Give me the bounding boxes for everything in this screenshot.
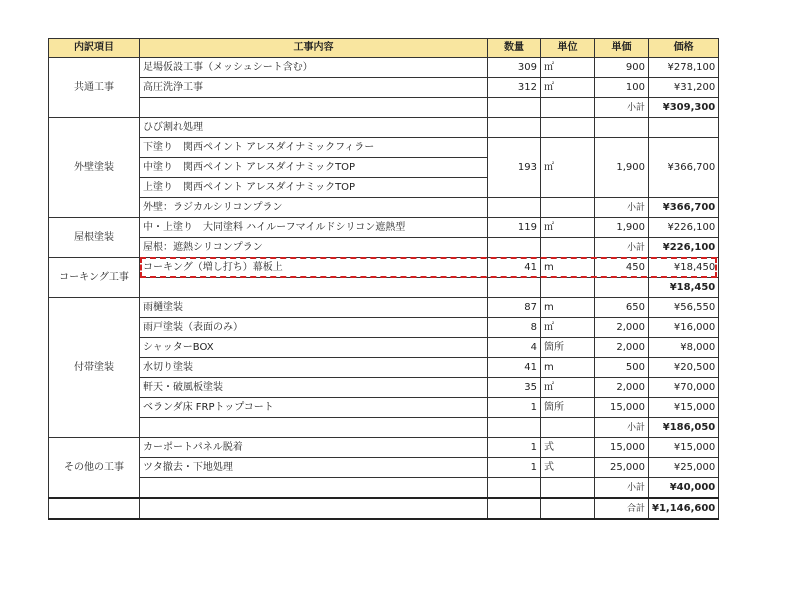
subtotal-label: 小計 xyxy=(595,98,649,118)
price-cell: 500 xyxy=(595,358,649,378)
work-cell: ひび割れ処理 xyxy=(140,118,488,138)
unit-cell: ㎡ xyxy=(541,318,595,338)
price-cell: 900 xyxy=(595,58,649,78)
work-cell: カーポートパネル脱着 xyxy=(140,438,488,458)
work-cell: 足場仮設工事（メッシュシート含む） xyxy=(140,58,488,78)
category-accessory: 付帯塗装 xyxy=(49,298,140,438)
unit-cell: m xyxy=(541,298,595,318)
amount-cell: ¥226,100 xyxy=(649,218,719,238)
work-cell: 下塗り 関西ペイント アレスダイナミックフィラー xyxy=(140,138,488,158)
table-row xyxy=(49,378,719,398)
subtotal-amount: ¥226,100 xyxy=(649,238,719,258)
table-row xyxy=(49,458,719,478)
grand-total-amount: ¥1,146,600 xyxy=(649,498,719,519)
unit-cell: m xyxy=(541,358,595,378)
subtotal-row xyxy=(49,238,719,258)
work-cell: 高圧洗浄工事 xyxy=(140,78,488,98)
amount-cell: ¥56,550 xyxy=(649,298,719,318)
qty-cell: 1 xyxy=(488,438,541,458)
table-row xyxy=(49,398,719,418)
table-row xyxy=(49,358,719,378)
header-amount: 価格 xyxy=(649,39,719,58)
price-cell: 450 xyxy=(595,258,649,278)
work-cell: 中塗り 関西ペイント アレスダイナミックTOP xyxy=(140,158,488,178)
qty-cell: 4 xyxy=(488,338,541,358)
subtotal-row xyxy=(49,418,719,438)
qty-cell: 309 xyxy=(488,58,541,78)
price-cell: 650 xyxy=(595,298,649,318)
price-cell: 2,000 xyxy=(595,378,649,398)
work-cell: 上塗り 関西ペイント アレスダイナミックTOP xyxy=(140,178,488,198)
price-cell: 2,000 xyxy=(595,318,649,338)
table-row xyxy=(49,438,719,458)
table-row-highlighted xyxy=(49,258,719,278)
amount-cell: ¥20,500 xyxy=(649,358,719,378)
category-wall: 外壁塗装 xyxy=(49,118,140,218)
amount-cell: ¥70,000 xyxy=(649,378,719,398)
amount-cell: ¥18,450 xyxy=(649,258,719,278)
price-cell: 1,900 xyxy=(595,218,649,238)
price-cell: 1,900 xyxy=(595,138,649,198)
unit-cell: 箇所 xyxy=(541,338,595,358)
subtotal-label: 小計 xyxy=(595,418,649,438)
table-row xyxy=(49,298,719,318)
subtotal-amount: ¥309,300 xyxy=(649,98,719,118)
table-row xyxy=(49,58,719,78)
price-cell: 25,000 xyxy=(595,458,649,478)
qty-cell: 1 xyxy=(488,398,541,418)
unit-cell: ㎡ xyxy=(541,218,595,238)
work-cell: ツタ撤去・下地処理 xyxy=(140,458,488,478)
work-cell: シャッターBOX xyxy=(140,338,488,358)
header-qty: 数量 xyxy=(488,39,541,58)
work-cell: 軒天・破風板塗装 xyxy=(140,378,488,398)
category-other: その他の工事 xyxy=(49,438,140,499)
table-row xyxy=(49,78,719,98)
work-cell: 外壁：ラジカルシリコンプラン xyxy=(140,198,488,218)
unit-cell: ㎡ xyxy=(541,58,595,78)
amount-cell: ¥366,700 xyxy=(649,138,719,198)
qty-cell: 193 xyxy=(488,138,541,198)
grand-total-label: 合計 xyxy=(595,498,649,519)
qty-cell: 312 xyxy=(488,78,541,98)
qty-cell: 87 xyxy=(488,298,541,318)
header-category: 内訳項目 xyxy=(49,39,140,58)
subtotal-amount: ¥186,050 xyxy=(649,418,719,438)
work-cell: 雨戸塗装（表面のみ） xyxy=(140,318,488,338)
work-cell: 水切り塗装 xyxy=(140,358,488,378)
qty-cell: 35 xyxy=(488,378,541,398)
header-row xyxy=(49,39,719,58)
subtotal-row xyxy=(49,478,719,499)
subtotal-row xyxy=(49,198,719,218)
work-cell: 中・上塗り 大同塗料 ハイルーフマイルドシリコン遮熱型 xyxy=(140,218,488,238)
subtotal-amount: ¥18,450 xyxy=(649,278,719,298)
qty-cell: 41 xyxy=(488,358,541,378)
table-row xyxy=(49,218,719,238)
work-cell: 雨樋塗装 xyxy=(140,298,488,318)
unit-cell: 式 xyxy=(541,438,595,458)
subtotal-row xyxy=(49,98,719,118)
amount-cell: ¥15,000 xyxy=(649,398,719,418)
amount-cell: ¥16,000 xyxy=(649,318,719,338)
unit-cell: m xyxy=(541,258,595,278)
subtotal-amount: ¥366,700 xyxy=(649,198,719,218)
work-cell: 屋根：遮熱シリコンプラン xyxy=(140,238,488,258)
amount-cell: ¥25,000 xyxy=(649,458,719,478)
table-row xyxy=(49,138,719,158)
category-roof: 屋根塗装 xyxy=(49,218,140,258)
price-cell: 2,000 xyxy=(595,338,649,358)
amount-cell: ¥15,000 xyxy=(649,438,719,458)
header-work: 工事内容 xyxy=(140,39,488,58)
unit-cell: 式 xyxy=(541,458,595,478)
price-cell: 15,000 xyxy=(595,438,649,458)
qty-cell: 119 xyxy=(488,218,541,238)
table-row xyxy=(49,118,719,138)
unit-cell: ㎡ xyxy=(541,138,595,198)
qty-cell: 1 xyxy=(488,458,541,478)
unit-cell: ㎡ xyxy=(541,378,595,398)
unit-cell: ㎡ xyxy=(541,78,595,98)
amount-cell: ¥8,000 xyxy=(649,338,719,358)
subtotal-row xyxy=(49,278,719,298)
estimate-table xyxy=(48,38,719,520)
subtotal-amount: ¥40,000 xyxy=(649,478,719,499)
work-cell: コーキング（増し打ち）幕板上 xyxy=(140,258,488,278)
header-unit: 単位 xyxy=(541,39,595,58)
category-common: 共通工事 xyxy=(49,58,140,118)
qty-cell: 41 xyxy=(488,258,541,278)
grand-total-row xyxy=(49,498,719,519)
unit-cell: 箇所 xyxy=(541,398,595,418)
work-cell: ベランダ床 FRPトップコート xyxy=(140,398,488,418)
qty-cell: 8 xyxy=(488,318,541,338)
price-cell: 100 xyxy=(595,78,649,98)
header-price: 単価 xyxy=(595,39,649,58)
price-cell: 15,000 xyxy=(595,398,649,418)
table-row xyxy=(49,318,719,338)
amount-cell: ¥278,100 xyxy=(649,58,719,78)
subtotal-label: 小計 xyxy=(595,198,649,218)
subtotal-label: 小計 xyxy=(595,478,649,499)
table-row xyxy=(49,338,719,358)
amount-cell: ¥31,200 xyxy=(649,78,719,98)
subtotal-label: 小計 xyxy=(595,238,649,258)
category-caulking: コーキング工事 xyxy=(49,258,140,298)
